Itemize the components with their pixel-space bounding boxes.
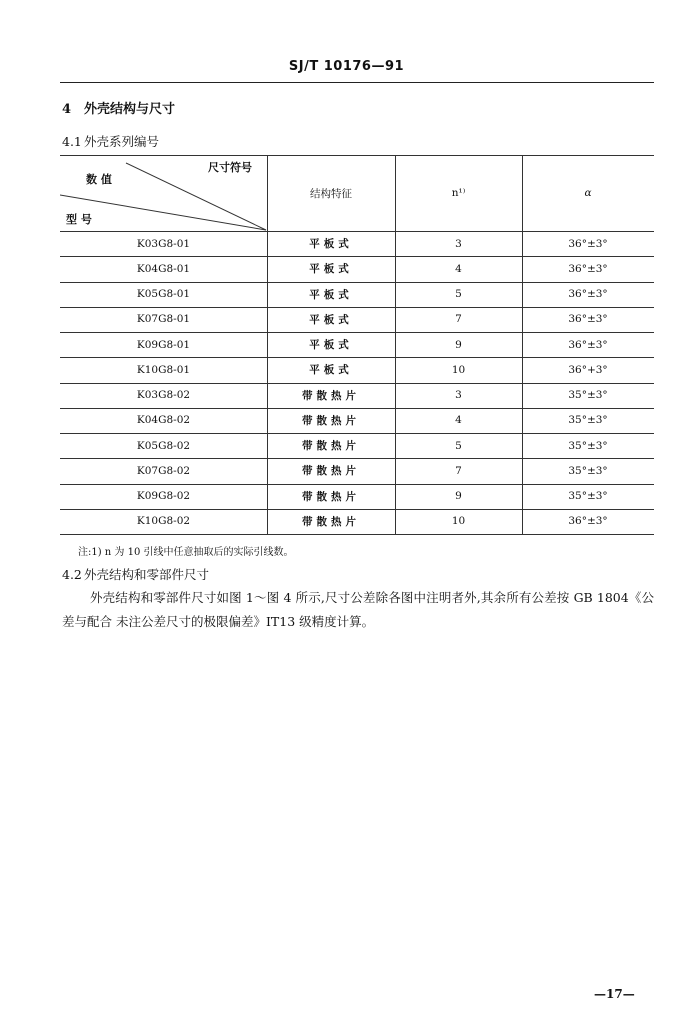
table-rule — [60, 256, 654, 257]
table-rule — [60, 408, 654, 409]
n-cell: 5 — [455, 439, 462, 452]
section-4-title: 外壳结构与尺寸 — [84, 102, 176, 117]
n-cell: 3 — [455, 389, 462, 402]
n-cell: 5 — [455, 288, 462, 301]
section-4-1-heading — [62, 132, 159, 150]
model-cell: K09G8-02 — [136, 490, 191, 503]
section-4-2-heading — [62, 565, 209, 583]
alpha-cell: 36°±3° — [568, 262, 608, 275]
table-rule — [60, 534, 654, 535]
corner-label-model: 型 号 — [66, 213, 92, 226]
table-rule — [60, 357, 654, 358]
alpha-cell: 36°±3° — [568, 237, 608, 250]
page-number: —17— — [594, 987, 635, 1001]
structure-feature-cell: 带散热片 — [302, 515, 360, 528]
model-cell: K05G8-02 — [136, 439, 191, 452]
structure-feature-cell: 带散热片 — [302, 414, 360, 427]
n-cell: 10 — [451, 515, 466, 528]
table-rule — [60, 332, 654, 333]
standard-code-header: SJ/T 10176—91 — [288, 59, 405, 74]
col-header-alpha: α — [584, 187, 592, 199]
n-cell: 9 — [455, 338, 462, 351]
alpha-cell: 36°+3° — [568, 363, 608, 376]
alpha-cell: 36°±3° — [568, 338, 608, 351]
alpha-cell: 36°±3° — [568, 288, 608, 301]
section-4-1-title: 外壳系列编号 — [84, 134, 160, 149]
table-footnote: 注:1) n 为 10 引线中任意抽取后的实际引线数。 — [78, 547, 294, 558]
alpha-cell: 35°±3° — [568, 389, 608, 402]
structure-feature-cell: 带散热片 — [302, 465, 360, 478]
header-rule — [60, 82, 654, 83]
n-cell: 4 — [455, 262, 462, 275]
structure-feature-cell: 平板式 — [309, 364, 353, 377]
table-rule — [60, 282, 654, 283]
table-rule — [60, 509, 654, 510]
model-cell: K10G8-01 — [136, 363, 191, 376]
structure-feature-cell: 平板式 — [309, 313, 353, 326]
enclosure-series-table — [60, 155, 654, 534]
section-4-1-number: 4.1 — [62, 134, 82, 149]
table-column-rule — [267, 155, 268, 534]
model-cell: K03G8-02 — [136, 389, 191, 402]
n-cell: 3 — [455, 237, 462, 250]
alpha-cell: 35°±3° — [568, 439, 608, 452]
body-paragraph: 外壳结构和零部件尺寸如图 1～图 4 所示,尺寸公差除各图中注明者外,其余所有公差按 GB 1804《公差与配合 未注公差尺寸的极限偏差》IT13 级精度计算。 — [62, 590, 654, 629]
alpha-cell: 35°±3° — [568, 490, 608, 503]
n-cell: 7 — [455, 464, 462, 477]
model-cell: K04G8-02 — [136, 414, 191, 427]
model-cell: K07G8-02 — [136, 464, 191, 477]
table-rule — [60, 231, 654, 232]
section-4-number: 4 — [62, 102, 72, 117]
section-4-2-number: 4.2 — [62, 567, 82, 582]
structure-feature-cell: 平板式 — [309, 339, 353, 352]
table-column-rule — [395, 155, 396, 534]
structure-feature-cell: 平板式 — [309, 238, 353, 251]
model-cell: K04G8-01 — [136, 262, 191, 275]
model-cell: K07G8-01 — [136, 313, 191, 326]
n-cell: 7 — [455, 313, 462, 326]
section-4-2-title: 外壳结构和零部件尺寸 — [84, 567, 210, 582]
col-header-n: n¹⁾ — [451, 187, 466, 199]
alpha-cell: 36°±3° — [568, 313, 608, 326]
col-header-structure-feature: 结构特征 — [310, 187, 352, 200]
table-rule — [60, 484, 654, 485]
corner-label-dimension-symbol: 尺寸符号 — [208, 161, 252, 174]
structure-feature-cell: 平板式 — [309, 288, 353, 301]
structure-feature-cell: 带散热片 — [302, 490, 360, 503]
alpha-cell: 35°±3° — [568, 414, 608, 427]
alpha-cell: 35°±3° — [568, 464, 608, 477]
table-rule — [60, 307, 654, 308]
model-cell: K05G8-01 — [136, 288, 191, 301]
structure-feature-cell: 带散热片 — [302, 440, 360, 453]
n-cell: 9 — [455, 490, 462, 503]
table-rule — [60, 383, 654, 384]
model-cell: K03G8-01 — [136, 237, 191, 250]
table-rule — [60, 433, 654, 434]
table-column-rule — [522, 155, 523, 534]
n-cell: 10 — [451, 363, 466, 376]
structure-feature-cell: 平板式 — [309, 263, 353, 276]
corner-label-value: 数 值 — [86, 173, 112, 186]
section-4-heading — [62, 98, 175, 117]
structure-feature-cell: 带散热片 — [302, 389, 360, 402]
model-cell: K10G8-02 — [136, 515, 191, 528]
model-cell: K09G8-01 — [136, 338, 191, 351]
alpha-cell: 36°±3° — [568, 515, 608, 528]
table-rule — [60, 458, 654, 459]
table-rule — [60, 155, 654, 156]
n-cell: 4 — [455, 414, 462, 427]
